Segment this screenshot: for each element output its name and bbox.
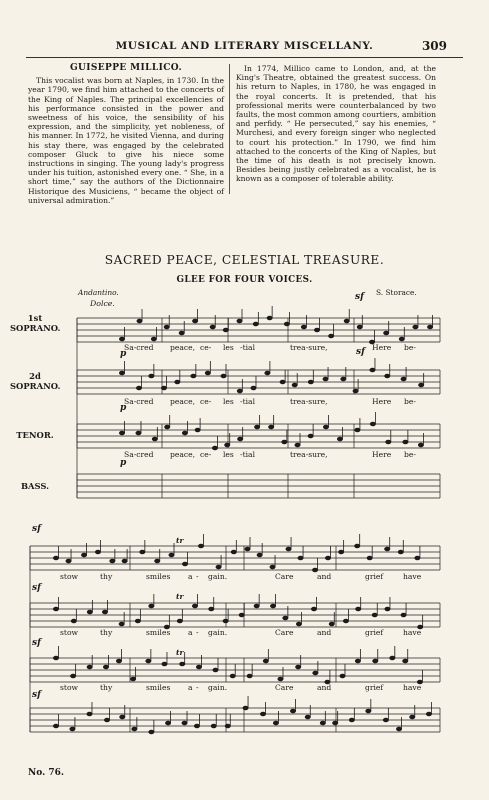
staff2-soprano2-note: [343, 619, 348, 623]
trill-c: tr: [176, 648, 184, 657]
lyric-syllable: a: [188, 628, 193, 637]
lyric-syllable: gain.: [208, 628, 228, 637]
staff-tenor-note: [355, 428, 360, 432]
staff2-bass-note: [410, 715, 415, 719]
lyric-syllable: peace,: [170, 397, 196, 406]
staff-soprano1-note: [399, 337, 404, 341]
staff2-bass-note: [305, 715, 310, 719]
staff2-soprano1-note: [110, 559, 115, 563]
staff2-soprano1-note: [169, 553, 174, 557]
staff2-soprano1-note: [286, 547, 291, 551]
staff2-soprano2-note: [71, 619, 76, 623]
lyric-syllable: -: [196, 683, 199, 692]
staff2-tenor-note: [103, 665, 108, 669]
staff2-bass-note: [366, 709, 371, 713]
staff2-soprano1-note: [216, 565, 221, 569]
staff2-soprano2-note: [87, 610, 92, 614]
staff2-soprano2-note: [102, 610, 107, 614]
staff-soprano1-note: [210, 325, 215, 329]
staff-soprano1-note: [223, 328, 228, 332]
staff-soprano1-note: [413, 325, 418, 329]
trill-b: tr: [176, 592, 184, 601]
staff2-tenor-note: [373, 659, 378, 663]
lyric-syllable: ce-: [200, 397, 212, 406]
staff2-tenor-note: [71, 674, 76, 678]
staff2-bass-note: [333, 721, 338, 725]
staff-tenor-note: [323, 425, 328, 429]
staff-soprano2-note: [119, 371, 124, 375]
staff2-bass-note: [260, 712, 265, 716]
music-number: No. 76.: [28, 768, 64, 778]
staff-soprano2-note: [205, 371, 210, 375]
staff2-soprano2-note: [311, 607, 316, 611]
staff-soprano2-note: [323, 377, 328, 381]
staff-tenor-note: [282, 440, 287, 444]
lyric-syllable: Sa-cred: [124, 450, 154, 459]
lyric-syllable: smiles: [146, 628, 171, 637]
staff2-soprano1-note: [198, 544, 203, 548]
staff-soprano1-note: [119, 337, 124, 341]
staff2-bass-note: [273, 721, 278, 725]
dynamic-sf-2d: sf: [32, 690, 41, 700]
staff2-soprano2-note: [53, 607, 58, 611]
staff-tenor-note: [255, 425, 260, 429]
staff2-soprano2-note: [135, 619, 140, 623]
lyric-syllable: Sa-cred: [124, 397, 154, 406]
staff2-soprano2-note: [401, 613, 406, 617]
staff2-soprano2-note: [385, 607, 390, 611]
staff2-bass-note: [194, 724, 199, 728]
staff2-bass-note: [165, 721, 170, 725]
staff2-soprano2-note: [329, 622, 334, 626]
staff-tenor-note: [269, 425, 274, 429]
staff2-soprano2-note: [223, 619, 228, 623]
staff-tenor-note: [308, 434, 313, 438]
staff2-soprano1-note: [270, 565, 275, 569]
staff2-tenor-note: [278, 677, 283, 681]
staff2-bass-note: [211, 724, 216, 728]
staff-soprano1-note: [314, 328, 319, 332]
staff2-soprano2-note: [296, 622, 301, 626]
staff-soprano1-note: [253, 322, 258, 326]
lyric-syllable: be-: [404, 343, 416, 352]
staff2-tenor-note: [131, 677, 136, 681]
lyric-syllable: les: [223, 450, 234, 459]
staff-tenor-note: [165, 425, 170, 429]
staff-soprano1-note: [267, 316, 272, 320]
lyric-syllable: ce-: [200, 343, 212, 352]
staff-soprano2-note: [419, 383, 424, 387]
dynamic-sf-2c: sf: [32, 638, 41, 648]
staff2-soprano1-note: [325, 556, 330, 560]
staff-tenor-note: [337, 437, 342, 441]
lyric-syllable: Here: [372, 343, 392, 352]
lyric-syllable: Care: [275, 572, 294, 581]
staff2-soprano1-note: [257, 553, 262, 557]
lyric-syllable: -: [196, 572, 199, 581]
staff2-soprano1-note: [95, 550, 100, 554]
staff2-soprano1-note: [298, 556, 303, 560]
lyric-syllable: Care: [275, 683, 294, 692]
staff2-soprano1-note: [155, 559, 160, 563]
composer-name: S. Storace.: [376, 288, 417, 297]
lyric-syllable: trea-sure,: [290, 343, 328, 352]
lyric-syllable: grief: [365, 628, 384, 637]
lyric-syllable: -: [196, 628, 199, 637]
lyric-syllable: Here: [372, 450, 392, 459]
staff-tenor-note: [403, 440, 408, 444]
staff2-tenor-note: [87, 665, 92, 669]
staff2-soprano1-note: [385, 547, 390, 551]
lyric-syllable: be-: [404, 450, 416, 459]
lyric-syllable: Sa-cred: [124, 343, 154, 352]
staff-soprano1-note: [284, 322, 289, 326]
lyric-syllable: smiles: [146, 683, 171, 692]
lyric-syllable: stow: [60, 628, 79, 637]
staff2-soprano1-note: [245, 547, 250, 551]
staff-tenor-note: [238, 437, 243, 441]
staff2-bass-note: [320, 721, 325, 725]
staff-soprano1-note: [151, 337, 156, 341]
dynamic-p-bass: p: [120, 458, 127, 468]
lyric-syllable: thy: [100, 628, 113, 637]
lyric-syllable: stow: [60, 683, 79, 692]
staff2-tenor-note: [213, 668, 218, 672]
staff2-tenor-note: [162, 662, 167, 666]
lyric-syllable: thy: [100, 572, 113, 581]
staff2-soprano1-note: [398, 550, 403, 554]
lyric-syllable: Here: [372, 397, 392, 406]
staff-soprano2-note: [136, 386, 141, 390]
staff2-soprano1-note: [140, 550, 145, 554]
staff2-bass-note: [290, 709, 295, 713]
lyric-syllable: trea-sure,: [290, 450, 328, 459]
lyric-syllable: a: [188, 683, 193, 692]
staff-soprano2-note: [385, 374, 390, 378]
song-title: SACRED PEACE, CELESTIAL TREASURE.: [104, 253, 385, 267]
staff2-bass-note: [243, 706, 248, 710]
staff2-soprano2-note: [283, 616, 288, 620]
staff-soprano2-note: [237, 389, 242, 393]
lyric-syllable: ce-: [200, 450, 212, 459]
staff2-bass-note: [104, 718, 109, 722]
staff2-bass-note: [53, 724, 58, 728]
staff-tenor-note: [195, 428, 200, 432]
lyric-syllable: be-: [404, 397, 416, 406]
staff2-tenor-note: [247, 674, 252, 678]
dynamic-sf-2a: sf: [32, 524, 41, 534]
staff2-bass-note: [383, 718, 388, 722]
article-left-paragraph: This vocalist was born at Naples, in 1730. In the year 1790, we find him attached to the concerts of the King of Naples. The principal excellencies of his performance consisted in the power and sweetness of his voice, the sensibility of his expression, and the simplicity, yet nobleness, of his manner. In 1772, he visited Vienna, and during his stay there, was engaged by the celebrated composer Gluck to give his niece some instructions in singing. The young lady's progress under his tuition, astonished every one. “ She, in a short time,” say the authors of the Dictionnaire Historique des Musiciens, “ became the object of universal admiration.”: [28, 76, 224, 205]
staff2-soprano1-note: [81, 553, 86, 557]
voice-label-soprano2: 2d SOPRANO.: [10, 371, 61, 391]
staff-soprano2-note: [353, 389, 358, 393]
staff2-soprano2-note: [149, 604, 154, 608]
staff2-soprano2-note: [372, 613, 377, 617]
staff2-tenor-note: [263, 659, 268, 663]
staff2-soprano2-note: [239, 613, 244, 617]
lyric-syllable: have: [403, 572, 422, 581]
staff-soprano1-note: [193, 319, 198, 323]
staff2-tenor-note: [403, 659, 408, 663]
staff-soprano2-note: [161, 386, 166, 390]
staff2-soprano2-note: [177, 619, 182, 623]
staff-soprano2-note: [341, 377, 346, 381]
lyric-syllable: -tial: [240, 343, 256, 352]
staff2-tenor-note: [230, 674, 235, 678]
staff2-tenor-note: [340, 674, 345, 678]
staff-tenor-note: [225, 443, 230, 447]
lyric-syllable: grief: [365, 683, 384, 692]
staff-tenor-note: [136, 431, 141, 435]
staff-soprano2-note: [221, 374, 226, 378]
lyric-syllable: a: [188, 572, 193, 581]
article-right-paragraph: In 1774, Millico came to London, and, at the King's Theatre, obtained the greatest success. On his return to Naples, in 1780, he was engaged in the royal concerts. It is pretended, that his professional merits were counterbalanced by two faults, the most common among courtiers, ambition and perfidy. “ He persecuted,” say his enemies, “ Murchesi, and every foreign singer who neglected to court his protection.” In 1790, we find him attached to the concerts of the King of Naples, but the time of his death is not precisely known. Besides being justly celebrated as a vocalist, he is known as a composer of tolerable ability.: [236, 64, 436, 184]
lyric-syllable: stow: [60, 572, 79, 581]
staff-soprano1-note: [357, 325, 362, 329]
staff2-soprano1-note: [182, 562, 187, 566]
dynamic-sf-s1: sf: [355, 292, 364, 302]
dynamic-sf-2b: sf: [32, 583, 41, 593]
lyric-syllable: and: [317, 572, 332, 581]
song-subtitle: GLEE FOR FOUR VOICES.: [176, 275, 313, 285]
staff2-bass-note: [225, 724, 230, 728]
staff2-tenor-note: [196, 665, 201, 669]
dynamic-p-s2: p: [120, 349, 127, 359]
lyric-syllable: gain.: [208, 683, 228, 692]
lyric-syllable: have: [403, 683, 422, 692]
lyric-syllable: and: [317, 683, 332, 692]
staff2-bass-note: [426, 712, 431, 716]
staff-tenor-note: [212, 446, 217, 450]
dynamic-sf-s2: sf: [356, 347, 365, 357]
staff-soprano1-note: [384, 331, 389, 335]
staff2-tenor-note: [116, 659, 121, 663]
voice-label-tenor: TENOR.: [16, 430, 54, 440]
staff2-soprano1-note: [231, 550, 236, 554]
staff-soprano1-note: [237, 319, 242, 323]
lyric-syllable: -tial: [240, 397, 256, 406]
running-title: MUSICAL AND LITERARY MISCELLANY.: [115, 40, 374, 52]
staff2-soprano1-note: [122, 559, 127, 563]
staff2-soprano1-note: [367, 556, 372, 560]
lyric-syllable: gain.: [208, 572, 228, 581]
staff-soprano1-note: [137, 319, 142, 323]
staff2-soprano2-note: [270, 604, 275, 608]
staff-soprano1-note: [344, 319, 349, 323]
staff-soprano2-note: [292, 383, 297, 387]
lyric-syllable: peace,: [170, 450, 196, 459]
staff2-tenor-note: [390, 656, 395, 660]
staff-soprano1-note: [301, 325, 306, 329]
staff2-tenor-note: [180, 662, 185, 666]
lyric-syllable: les: [223, 397, 234, 406]
staff-soprano2-note: [265, 371, 270, 375]
staff-soprano2-note: [370, 368, 375, 372]
staff2-soprano2-note: [254, 604, 259, 608]
staff2-tenor-note: [355, 659, 360, 663]
lyric-syllable: and: [317, 628, 332, 637]
staff-soprano2-note: [280, 380, 285, 384]
staff-soprano2-note: [308, 380, 313, 384]
page-number: 309: [421, 39, 447, 53]
staff2-tenor-note: [53, 656, 58, 660]
staff2-bass-note: [396, 727, 401, 731]
staff2-bass-note: [149, 730, 154, 734]
staff-soprano2-note: [401, 377, 406, 381]
staff2-soprano1-note: [415, 556, 420, 560]
staff-tenor-note: [119, 431, 124, 435]
staff-soprano1-note: [428, 325, 433, 329]
staff2-soprano1-note: [339, 550, 344, 554]
dynamic-p-tenor: p: [120, 403, 127, 413]
staff-tenor-note: [370, 422, 375, 426]
lyric-syllable: smiles: [146, 572, 171, 581]
staff2-tenor-note: [313, 671, 318, 675]
voice-label-soprano1: 1st SOPRANO.: [10, 313, 61, 333]
article-heading: GUISEPPE MILLICO.: [69, 63, 183, 73]
lyric-syllable: have: [403, 628, 422, 637]
staff2-soprano2-note: [209, 607, 214, 611]
staff2-bass-note: [182, 721, 187, 725]
staff-tenor-note: [152, 437, 157, 441]
staff-soprano2-note: [191, 374, 196, 378]
staff2-bass-note: [120, 715, 125, 719]
trill-a: tr: [176, 536, 184, 545]
lyric-syllable: grief: [365, 572, 384, 581]
staff2-bass-note: [87, 712, 92, 716]
staff-tenor-note: [418, 443, 423, 447]
expression-marking: Dolce.: [90, 299, 115, 308]
voice-label-bass: BASS.: [20, 481, 50, 491]
staff2-bass-note: [349, 718, 354, 722]
staff-tenor-note: [182, 431, 187, 435]
lyric-syllable: trea-sure,: [290, 397, 328, 406]
staff-soprano1-note: [164, 325, 169, 329]
staff-tenor-note: [295, 443, 300, 447]
staff2-soprano2-note: [192, 604, 197, 608]
staff2-bass-note: [132, 727, 137, 731]
staff2-soprano2-note: [356, 607, 361, 611]
staff-soprano1-note: [179, 331, 184, 335]
lyric-syllable: thy: [100, 683, 113, 692]
staff-soprano2-note: [149, 374, 154, 378]
staff2-tenor-note: [146, 659, 151, 663]
staff2-tenor-note: [296, 665, 301, 669]
staff2-bass-note: [70, 727, 75, 731]
staff-soprano1-note: [329, 334, 334, 338]
tempo-marking: Andantino.: [78, 288, 119, 297]
staff-soprano2-note: [251, 386, 256, 390]
staff2-soprano1-note: [355, 544, 360, 548]
lyric-syllable: les: [223, 343, 234, 352]
staff2-soprano1-note: [66, 559, 71, 563]
lyric-syllable: -tial: [240, 450, 256, 459]
lyric-syllable: peace,: [170, 343, 196, 352]
staff-soprano2-note: [175, 380, 180, 384]
lyric-syllable: Care: [275, 628, 294, 637]
staff-tenor-note: [386, 440, 391, 444]
staff2-soprano2-note: [119, 622, 124, 626]
staff2-soprano1-note: [53, 556, 58, 560]
